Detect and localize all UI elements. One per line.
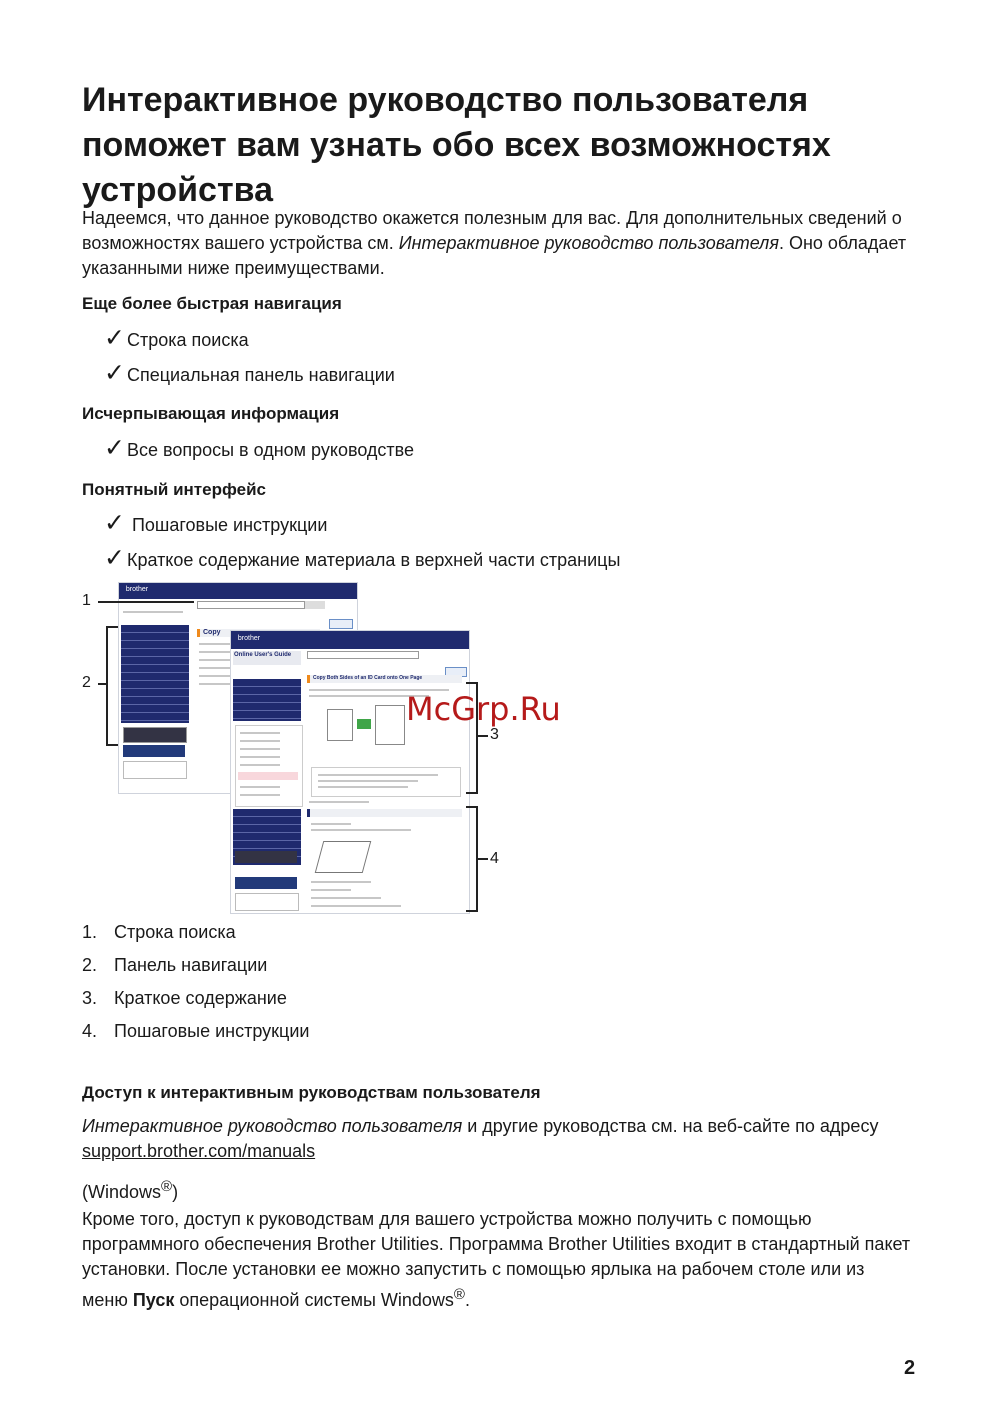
section-heading-information: Исчерпывающая информация [82, 404, 340, 423]
legend-item: 3. Краткое содержание [82, 988, 287, 1008]
check-icon: ✓ [104, 359, 125, 387]
page-number: 2 [904, 1357, 916, 1379]
manuals-link[interactable]: support.brother.com/manuals [82, 1141, 316, 1161]
section-heading-access: Доступ к интерактивным руководствам пользователя [82, 1083, 541, 1102]
section-heading-interface: Понятный интерфейс [82, 480, 266, 499]
intro-text-1: Надеемся, что данное руководство окажется полезным для вас. Для дополнительных сведений о возможностях вашего устройства см. [82, 208, 902, 253]
callout-3: 3 [490, 726, 499, 743]
legend-item: 1. Строка поиска [82, 922, 236, 942]
screenshot-front [230, 630, 470, 914]
access-guide-name: Интерактивное руководство пользователя [82, 1116, 463, 1136]
feature-item [104, 546, 620, 572]
intro-guide-name: Интерактивное руководство пользователя [398, 233, 779, 253]
feature-item [104, 361, 395, 387]
intro-text-2: . Оно обладает указанными ниже преимуществами. [82, 233, 907, 278]
callout-1-line [98, 601, 194, 603]
feature-label: Все вопросы в одном руководстве [126, 440, 415, 460]
page-title: Интерактивное руководство пользователя поможет вам узнать обо всех возможностях устройства [82, 81, 831, 209]
check-icon: ✓ [104, 324, 125, 352]
feature-item [104, 326, 249, 352]
section-heading-navigation: Еще более быстрая навигация [82, 294, 342, 313]
feature-label: Специальная панель навигации [126, 365, 395, 385]
legend-item: 4. Пошаговые инструкции [82, 1021, 310, 1041]
callout-2: 2 [82, 674, 91, 691]
guide-title: Online User's Guide [234, 652, 292, 658]
access-paragraph: Интерактивное руководство пользователя и другие руководства см. на веб-сайте по адресу support.brother.com/manuals [82, 1116, 879, 1161]
utilities-paragraph: Кроме того, доступ к руководствам для вашего устройства можно получить с помощью программного обеспечения Brother Utilities. Программа Brother Utilities входит в стандартный пакет установки. После установки ее можно запустить с помощью ярлыка на рабочем столе или из меню Пуск операционной системы Windows®. [82, 1209, 911, 1310]
page-heading: Copy Both Sides of an ID Card onto One Page [313, 675, 423, 681]
callout-2-bracket [106, 626, 118, 746]
start-menu-label: Пуск [132, 1290, 175, 1310]
feature-label: Строка поиска [126, 330, 249, 350]
check-icon: ✓ [104, 434, 125, 462]
watermark: McGrp.Ru [406, 690, 561, 728]
feature-item [104, 511, 327, 537]
brother-logo: brother [235, 634, 263, 646]
check-icon: ✓ [104, 544, 125, 572]
windows-note: (Windows®) [82, 1178, 179, 1202]
callout-1: 1 [82, 592, 91, 609]
feature-label: Пошаговые инструкции [126, 515, 328, 535]
copy-label: Copy [203, 629, 221, 636]
feature-label: Краткое содержание материала в верхней части страницы [126, 550, 621, 570]
callout-4: 4 [490, 850, 499, 867]
intro-paragraph [82, 206, 922, 281]
guide-screenshot-illustration [82, 582, 522, 912]
brother-logo: brother [123, 585, 151, 597]
legend-item: 2. Панель навигации [82, 955, 268, 975]
check-icon: ✓ [104, 509, 125, 537]
feature-item [104, 436, 414, 462]
